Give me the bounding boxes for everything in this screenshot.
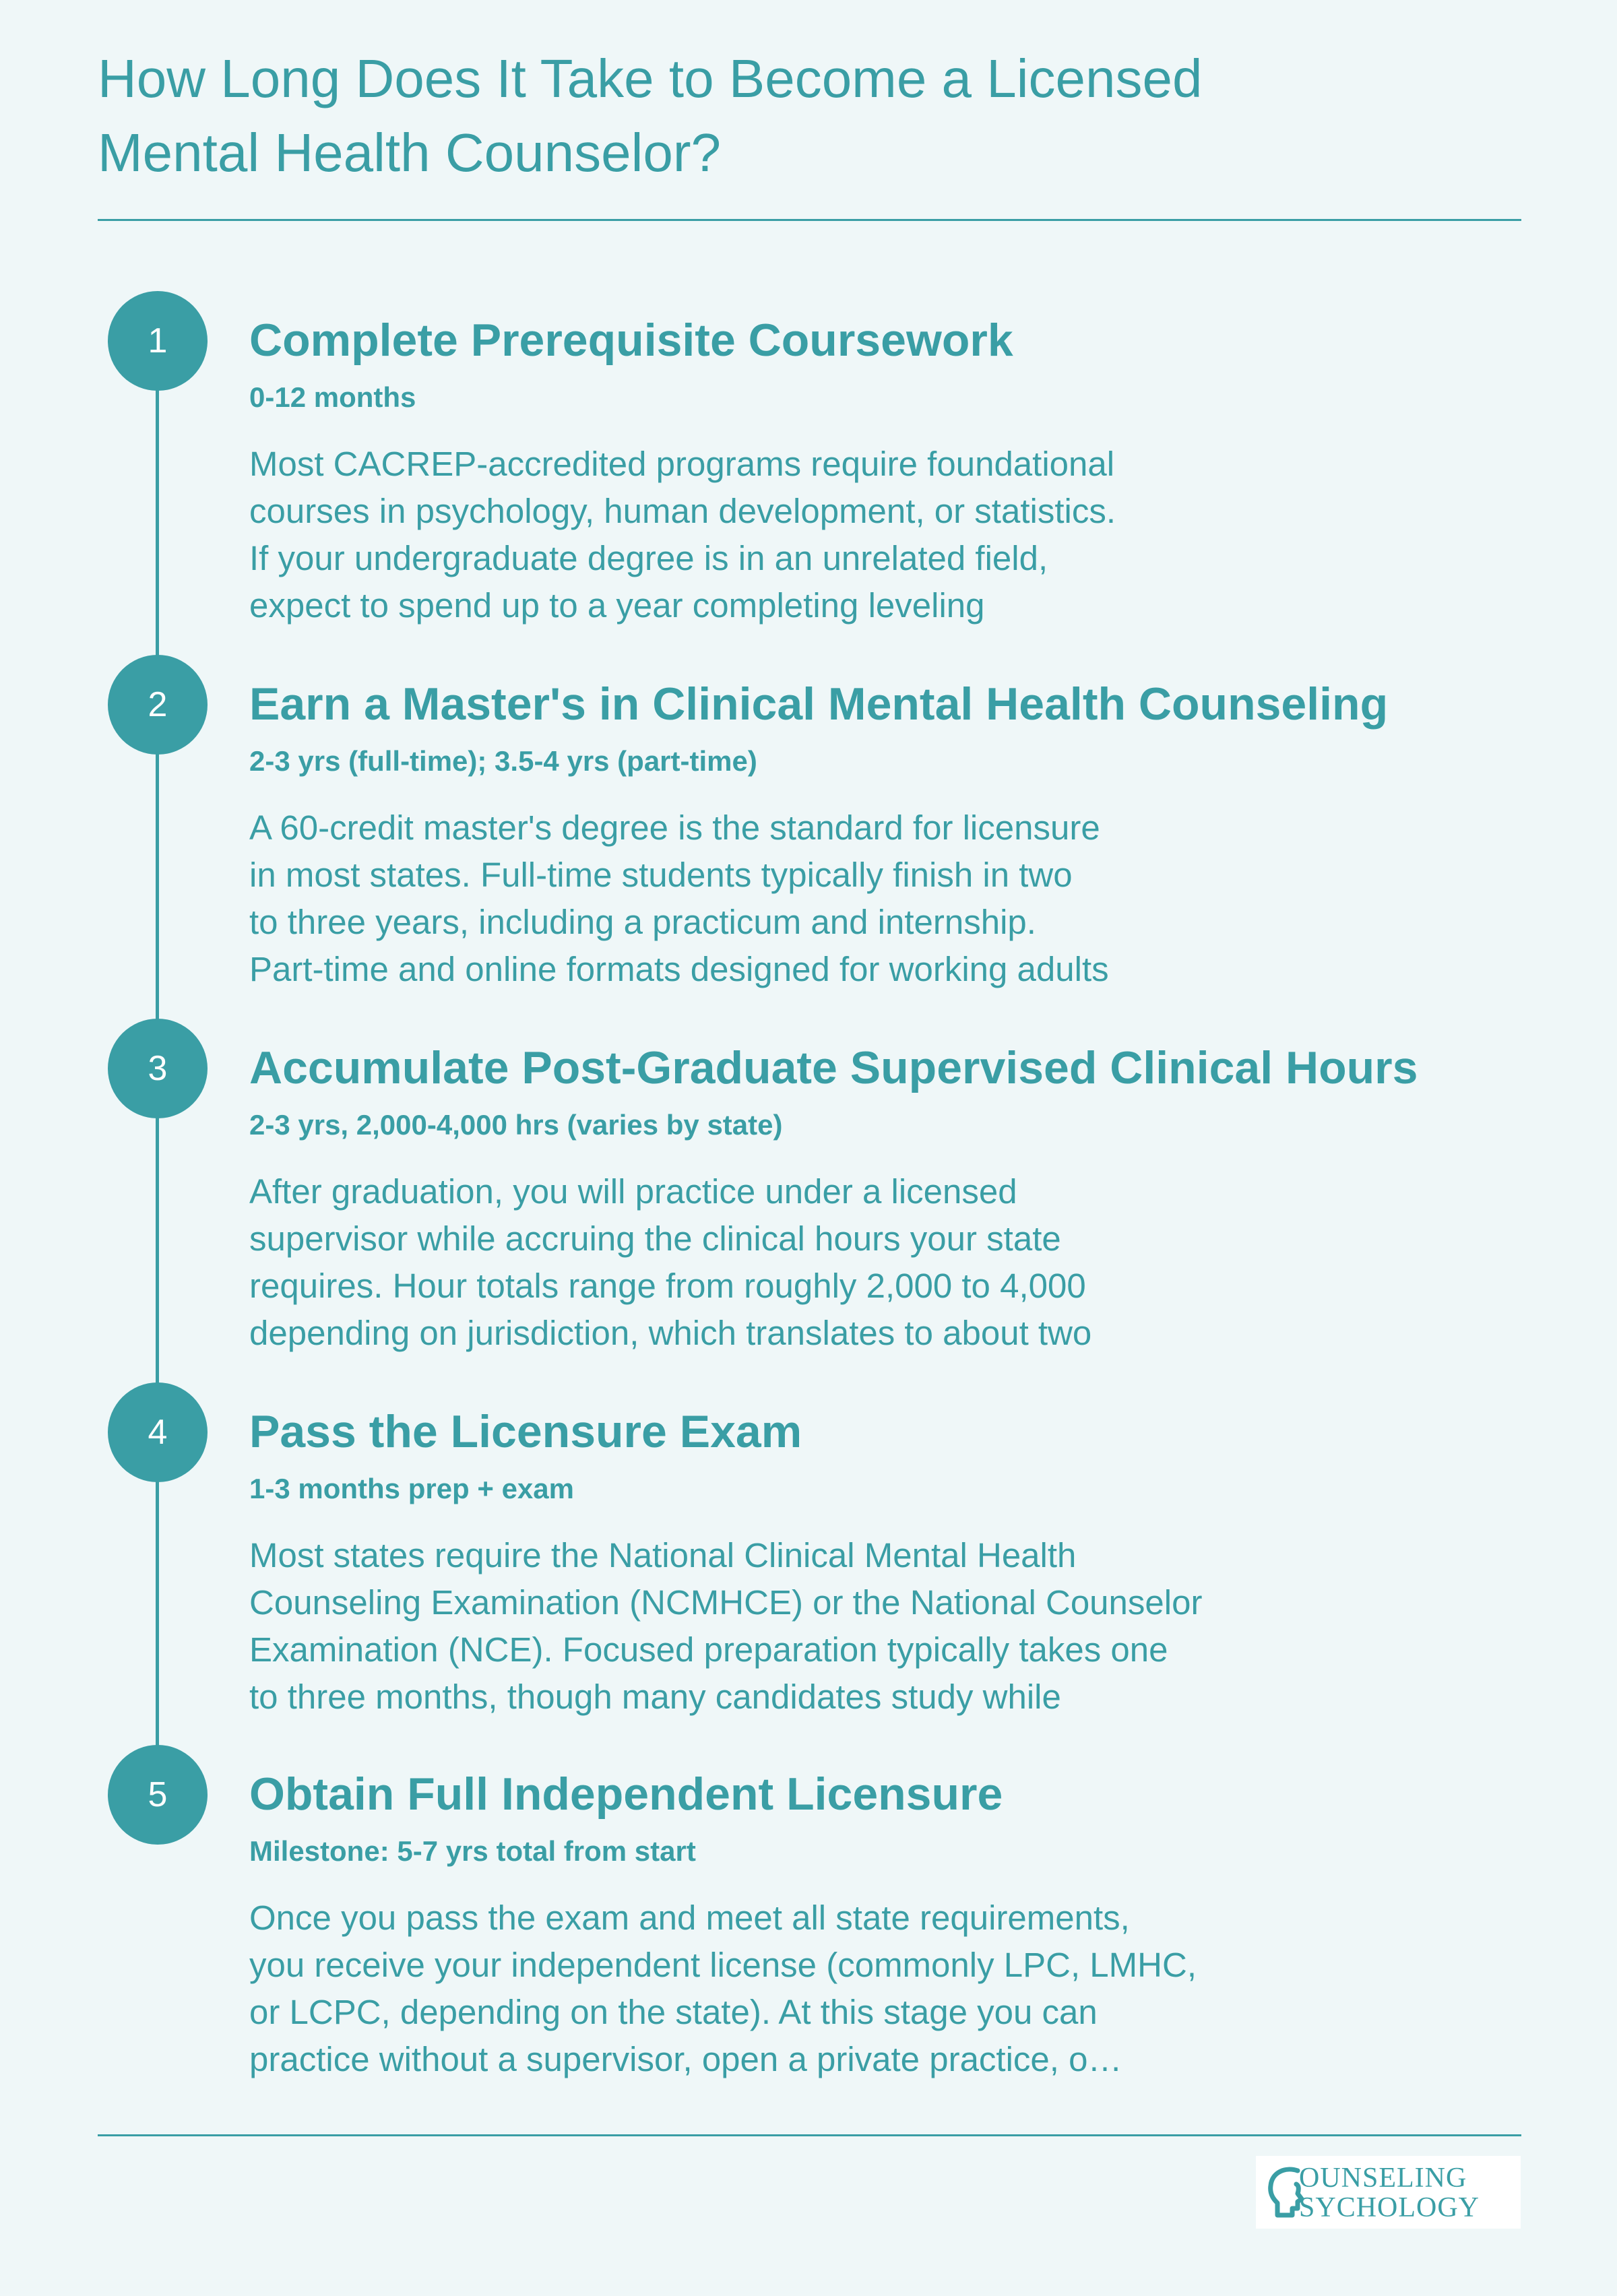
description-line: you receive your independent license (commonly LPC, LMHC, bbox=[249, 1946, 1197, 1984]
description-line: depending on jurisdiction, which translates to about two bbox=[249, 1314, 1092, 1352]
step-duration: Milestone: 5-7 yrs total from start bbox=[249, 1835, 696, 1867]
step-duration: 2-3 yrs (full-time); 3.5-4 yrs (part-time) bbox=[249, 745, 757, 777]
top-divider bbox=[98, 219, 1521, 221]
description-line: Part-time and online formats designed for working adults bbox=[249, 950, 1109, 988]
logo-line-1: OUNSELING bbox=[1299, 2163, 1467, 2194]
step-description bbox=[249, 441, 1341, 629]
step-title: Complete Prerequisite Coursework bbox=[249, 315, 1013, 366]
step-number-badge: 5 bbox=[108, 1745, 208, 1845]
step-title: Obtain Full Independent Licensure bbox=[249, 1768, 1003, 1820]
description-line: expect to spend up to a year completing leveling bbox=[249, 586, 985, 625]
step-description bbox=[249, 1894, 1341, 2083]
description-line: in most states. Full-time students typically finish in two bbox=[249, 856, 1073, 894]
step-number-badge: 2 bbox=[108, 655, 208, 755]
step-2 bbox=[0, 655, 1617, 992]
page-title-line-1: How Long Does It Take to Become a Licensed bbox=[98, 49, 1203, 108]
description-line: Examination (NCE). Focused preparation typically takes one bbox=[249, 1630, 1168, 1669]
description-line: practice without a supervisor, open a private practice, o… bbox=[249, 2040, 1122, 2078]
description-line: or LCPC, depending on the state). At this stage you can bbox=[249, 1993, 1098, 2031]
description-line: If your undergraduate degree is in an unrelated field, bbox=[249, 539, 1048, 577]
page-title bbox=[98, 42, 1445, 190]
step-number-badge: 4 bbox=[108, 1382, 208, 1482]
step-description bbox=[249, 1532, 1341, 1721]
logo-line-2: SYCHOLOGY bbox=[1299, 2192, 1480, 2223]
bottom-divider bbox=[98, 2134, 1521, 2136]
description-line: Once you pass the exam and meet all state requirements, bbox=[249, 1899, 1130, 1937]
step-title: Earn a Master's in Clinical Mental Health Counseling bbox=[249, 678, 1389, 730]
description-line: Most states require the National Clinical Mental Health bbox=[249, 1536, 1077, 1574]
description-line: A 60-credit master's degree is the standard for licensure bbox=[249, 808, 1100, 847]
step-duration: 2-3 yrs, 2,000-4,000 hrs (varies by state) bbox=[249, 1109, 783, 1141]
page-title-line-2: Mental Health Counselor? bbox=[98, 123, 721, 183]
description-line: Most CACREP-accredited programs require foundational bbox=[249, 445, 1115, 483]
counseling-psychology-logo bbox=[1256, 2156, 1521, 2229]
step-description bbox=[249, 1168, 1341, 1357]
description-line: to three years, including a practicum and internship. bbox=[249, 903, 1036, 941]
description-line: courses in psychology, human development, or statistics. bbox=[249, 492, 1116, 530]
step-duration: 1-3 months prep + exam bbox=[249, 1473, 574, 1504]
description-line: to three months, though many candidates study while bbox=[249, 1678, 1061, 1716]
step-5 bbox=[0, 1745, 1617, 2082]
description-line: requires. Hour totals range from roughly 2,000 to 4,000 bbox=[249, 1267, 1086, 1305]
step-duration: 0-12 months bbox=[249, 381, 416, 413]
description-line: Counseling Examination (NCMHCE) or the National Counselor bbox=[249, 1583, 1203, 1622]
description-line: After graduation, you will practice under a licensed bbox=[249, 1172, 1017, 1211]
step-number-badge: 1 bbox=[108, 291, 208, 391]
step-title: Pass the Licensure Exam bbox=[249, 1406, 802, 1457]
description-line: supervisor while accruing the clinical hours your state bbox=[249, 1219, 1061, 1258]
step-1 bbox=[0, 291, 1617, 628]
step-description bbox=[249, 804, 1341, 993]
step-number-badge: 3 bbox=[108, 1019, 208, 1118]
step-4 bbox=[0, 1382, 1617, 1719]
step-3 bbox=[0, 1019, 1617, 1356]
step-title: Accumulate Post-Graduate Supervised Clinical Hours bbox=[249, 1042, 1418, 1093]
